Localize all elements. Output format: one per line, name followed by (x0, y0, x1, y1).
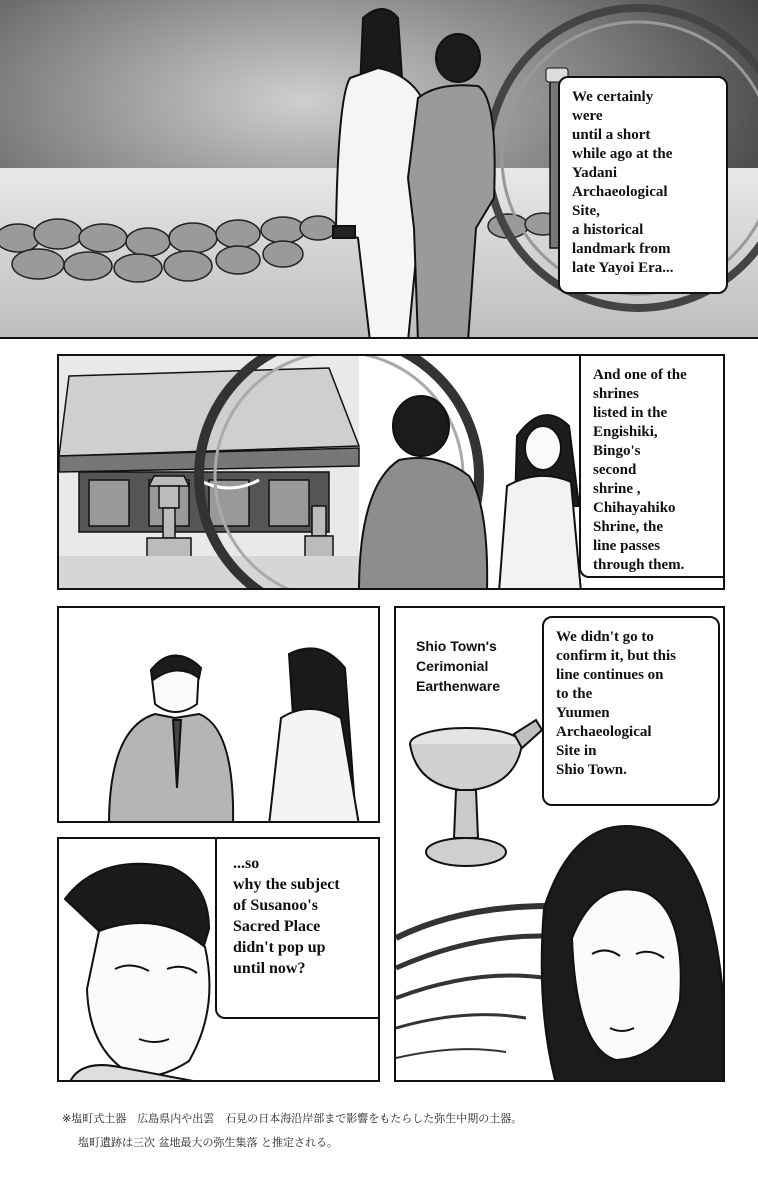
speech-bubble-2 (579, 356, 725, 578)
speech-text-1: We certainly were until a short while ago at the Yadani Archaeological Site, a historical landmark from late Yayoi Era... (572, 89, 674, 276)
speech-bubble-5 (215, 839, 380, 1019)
footnote-line-2: 塩町遺跡は三次 盆地最大の弥生集落 と推定される。 (78, 1136, 338, 1149)
speech-text-2: And one of the shrines listed in the Engishiki, Bingo's second shrine , Chihayahiko Shrine, the line passes through them. (593, 367, 687, 573)
woman-figure (499, 415, 581, 590)
panel-5 (57, 837, 380, 1082)
earthenware-caption: Shio Town's Cerimonial Earthenware (416, 638, 501, 694)
panel-4 (394, 606, 725, 1082)
speech-text-5: ...so why the subject of Susanoo's Sacred Place didn't pop up until now? (233, 855, 340, 977)
panel-3-art (59, 608, 380, 823)
speech-text-4: We didn't go to confirm it, but this line continues on to the Yuumen Archaeological Site in Shio Town. (556, 629, 676, 778)
speech-bubble-1 (558, 76, 728, 294)
panel-2 (57, 354, 725, 590)
panel-1 (0, 0, 758, 339)
footnote-line-1: ※塩町式土器 広島県内や出雲 石見の日本海沿岸部まで影響をもたらした弥生中期の土器。 (62, 1112, 523, 1125)
speech-bubble-4 (542, 616, 720, 806)
panel-3 (57, 606, 380, 823)
